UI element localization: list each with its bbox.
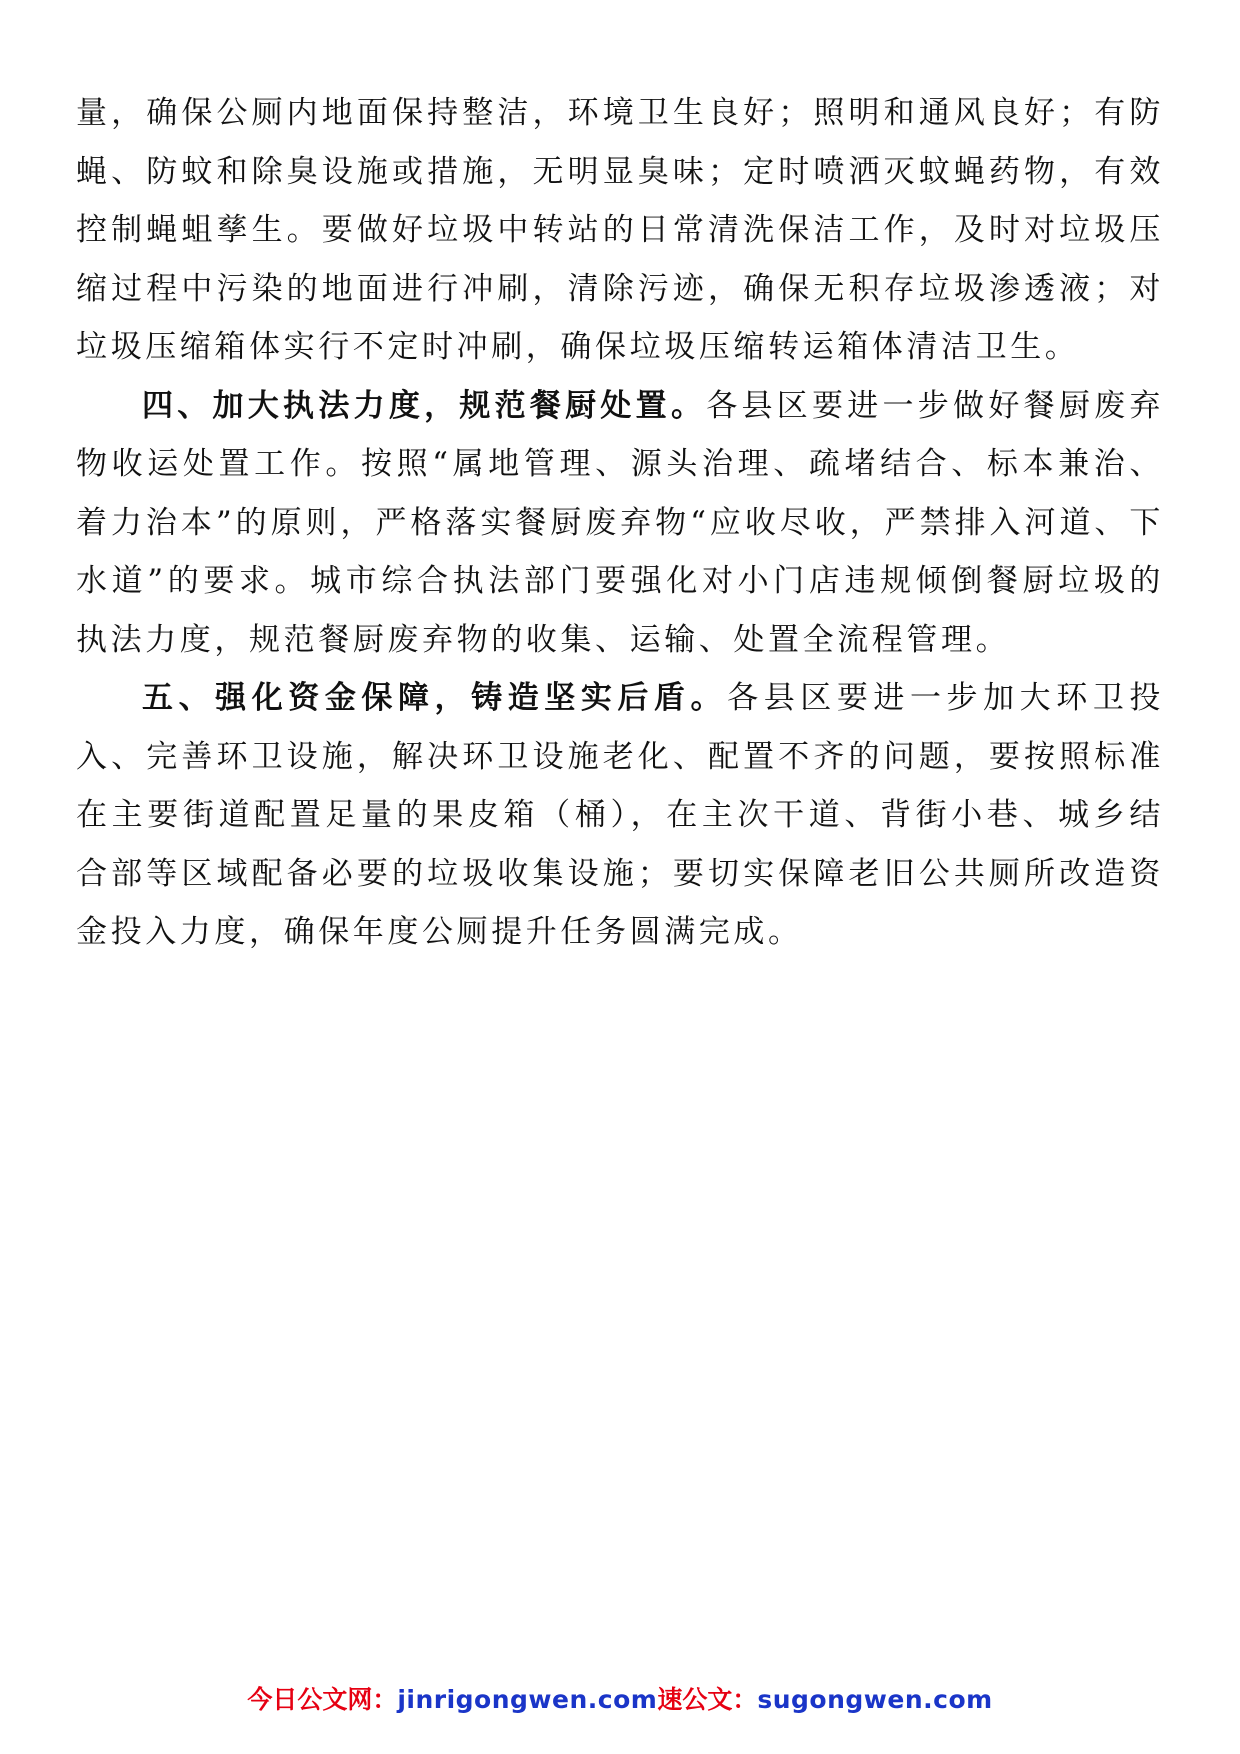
paragraph-continuation (76, 84, 1164, 377)
footer-site1-url[interactable]: jinrigongwen.com (397, 1685, 658, 1714)
footer-site1-label: 今日公文网： (247, 1685, 398, 1714)
section-four-heading: 四、加大执法力度，规范餐厨处置。 (142, 387, 707, 424)
paragraph-section-four (76, 377, 1164, 670)
paragraph-section-five (76, 669, 1164, 962)
document-body (76, 84, 1164, 962)
section-five-heading: 五、强化资金保障，铸造坚实后盾。 (142, 680, 728, 716)
section-five-text: 各县区要进一步加大环卫投入、完善环卫设施，解决环卫设施老化、配置不齐的问题，要按照标准在主要街道配置足量的果皮箱（桶），在主次干道、背街小巷、城乡结合部等区域配备必要的垃圾收集设施；要切实保障老旧公共厕所改造资金投入力度，确保年度公厕提升任务圆满完成。 (76, 680, 1164, 950)
section-four-text: 各县区要进一步做好餐厨废弃物收运处置工作。按照“属地管理、源头治理、疏堵结合、标本兼治、着力治本”的原则，严格落实餐厨废弃物“应收尽收，严禁排入河道、下水道”的要求。城市综合执法部门要强化对小门店违规倾倒餐厨垃圾的执法力度，规范餐厨废弃物的收集、运输、处置全流程管理。 (76, 387, 1164, 658)
footer-site2-label: 速公文： (657, 1685, 758, 1714)
footer-site2-url[interactable]: sugongwen.com (757, 1685, 993, 1714)
footer-watermark (0, 1683, 1240, 1717)
paragraph-text: 量，确保公厕内地面保持整洁，环境卫生良好；照明和通风良好；有防蝇、防蚊和除臭设施或措施，无明显臭味；定时喷洒灭蚊蝇药物，有效控制蝇蛆孳生。要做好垃圾中转站的日常清洗保洁工作，及时对垃圾压缩过程中污染的地面进行冲刷，清除污迹，确保无积存垃圾渗透液；对垃圾压缩箱体实行不定时冲刷，确保垃圾压缩转运箱体清洁卫生。 (76, 95, 1164, 365)
